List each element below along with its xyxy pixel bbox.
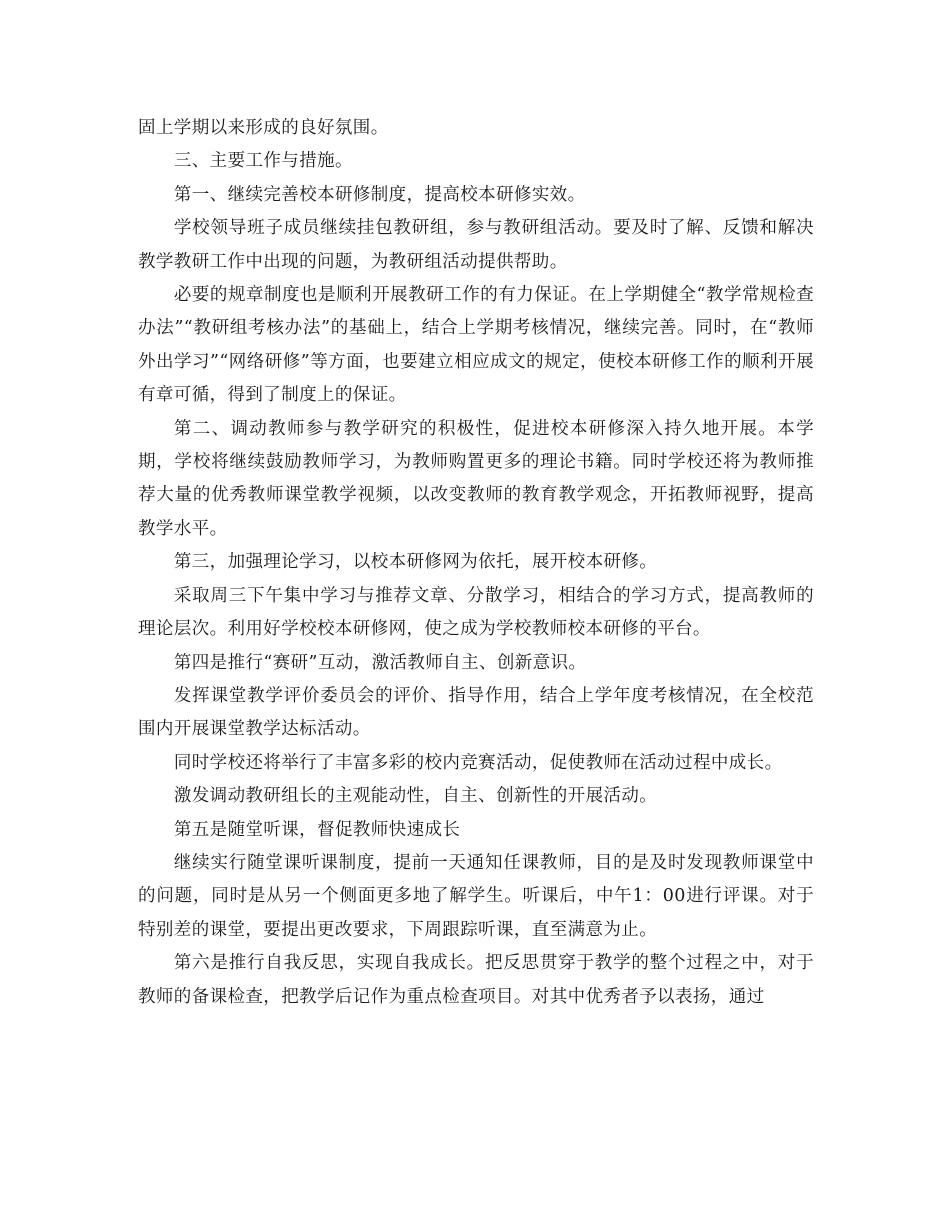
paragraph-15: 第六是推行自我反思，实现自我成长。把反思贯穿于教学的整个过程之中，对于教师的备课检查，把教学后记作为重点检查项目。对其中优秀者予以表扬，通过 bbox=[138, 953, 814, 1007]
paragraph-14: 继续实行随堂课听课制度，提前一天通知任课教师，目的是及时发现教师课堂中的问题，同时是从另一个侧面更多地了解学生。听课后，中午1：00进行评课。对于特别差的课堂，要提出更改要求，下周跟踪听课，直至满意为止。 bbox=[138, 852, 814, 940]
paragraph-12: 激发调动教研组长的主观能动性，自主、创新性的开展活动。 bbox=[173, 786, 658, 807]
paragraph-3: 第一、继续完善校本研修制度，提高校本研修实效。 bbox=[173, 184, 586, 205]
paragraph-7: 第三，加强理论学习，以校本研修网为依托，展开校本研修。 bbox=[173, 552, 658, 573]
paragraph-11: 同时学校还将举行了丰富多彩的校内竞赛活动，促使教师在活动过程中成长。 bbox=[173, 752, 783, 773]
paragraph-1: 固上学期以来形成的良好氛围。 bbox=[138, 118, 389, 138]
document-body bbox=[138, 112, 814, 1014]
paragraph-13: 第五是随堂听课，督促教师快速成长 bbox=[173, 819, 461, 840]
paragraph-9: 第四是推行“赛研”互动，激活教师自主、创新意识。 bbox=[173, 652, 587, 673]
paragraph-2-section-heading: 三、主要工作与措施。 bbox=[173, 151, 353, 172]
paragraph-8: 采取周三下午集中学习与推荐文章、分散学习，相结合的学习方式，提高教师的理论层次。利用好学校校本研修网，使之成为学校教师校本研修的平台。 bbox=[138, 585, 814, 640]
paragraph-5: 必要的规章制度也是顺利开展教研工作的有力保证。在上学期健全“教学常规检查办法”“教研组考核办法”的基础上，结合上学期考核情况，继续完善。同时，在“教师外出学习”“网络研修”等方面，也要建立相应成文的规定，使校本研修工作的顺利开展有章可循，得到了制度上的保证。 bbox=[138, 285, 814, 406]
paragraph-4: 学校领导班子成员继续挂包教研组，参与教研组活动。要及时了解、反馈和解决教学教研工作中出现的问题，为教研组活动提供帮助。 bbox=[138, 218, 814, 272]
paragraph-10: 发挥课堂教学评价委员会的评价、指导作用，结合上学年度考核情况，在全校范围内开展课堂教学达标活动。 bbox=[138, 685, 814, 740]
paragraph-6: 第二、调动教师参与教学研究的积极性，促进校本研修深入持久地开展。本学期，学校将继续鼓励教师学习，为教师购置更多的理论书籍。同时学校还将为教师推荐大量的优秀教师课堂教学视频，以改变教师的教育教学观念，开拓教师视野，提高教学水平。 bbox=[138, 418, 814, 539]
